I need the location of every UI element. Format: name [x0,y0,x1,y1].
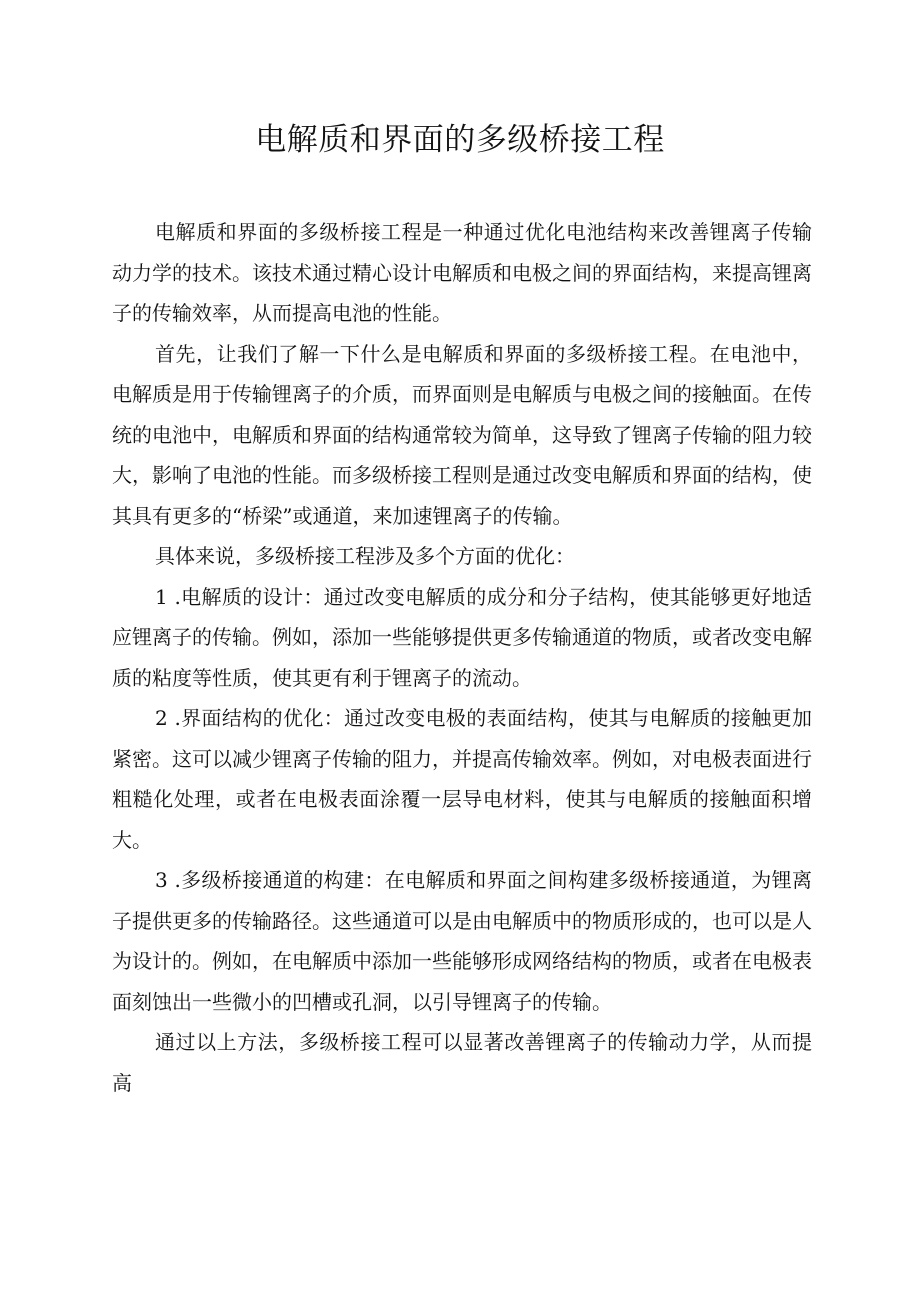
paragraph-item-1: 1 .电解质的设计：通过改变电解质的成分和分子结构，使其能够更好地适应锂离子的传输。例如，添加一些能够提供更多传输通道的物质，或者改变电解质的粘度等性质，使其更有利于锂离子的流动。 [112,584,812,690]
paragraph-intro: 电解质和界面的多级桥接工程是一种通过优化电池结构来改善锂离子传输动力学的技术。该技术通过精心设计电解质和电极之间的界面结构，来提高锂离子的传输效率，从而提高电池的性能。 [112,220,812,325]
paragraph-item-2: 2 .界面结构的优化：通过改变电极的表面结构，使其与电解质的接触更加紧密。这可以减少锂离子传输的阻力，并提高传输效率。例如，对电极表面进行粗糙化处理，或者在电极表面涂覆一层导电材料，使其与电解质的接触面积增大。 [112,706,812,852]
document-body [112,212,812,1103]
paragraph-overview: 具体来说，多级桥接工程涉及多个方面的优化： [155,544,575,568]
paragraph-definition: 首先，让我们了解一下什么是电解质和界面的多级桥接工程。在电池中，电解质是用于传输锂离子的介质，而界面则是电解质与电极之间的接触面。在传统的电池中，电解质和界面的结构通常较为简单，这导致了锂离子传输的阻力较大，影响了电池的性能。而多级桥接工程则是通过改变电解质和界面的结构，使其具有更多的“桥梁”或通道，来加速锂离子的传输。 [112,341,812,528]
paragraph-item-3: 3 .多级桥接通道的构建：在电解质和界面之间构建多级桥接通道，为锂离子提供更多的传输路径。这些通道可以是由电解质中的物质形成的，也可以是人为设计的。例如，在电解质中添加一些能够形成网络结构的物质，或者在电极表面刻蚀出一些微小的凹槽或孔洞，以引导锂离子的传输。 [112,868,812,1014]
document-title: 电解质和界面的多级桥接工程 [255,122,665,158]
paragraph-conclusion: 通过以上方法，多级桥接工程可以显著改善锂离子的传输动力学，从而提高 [112,1030,812,1095]
